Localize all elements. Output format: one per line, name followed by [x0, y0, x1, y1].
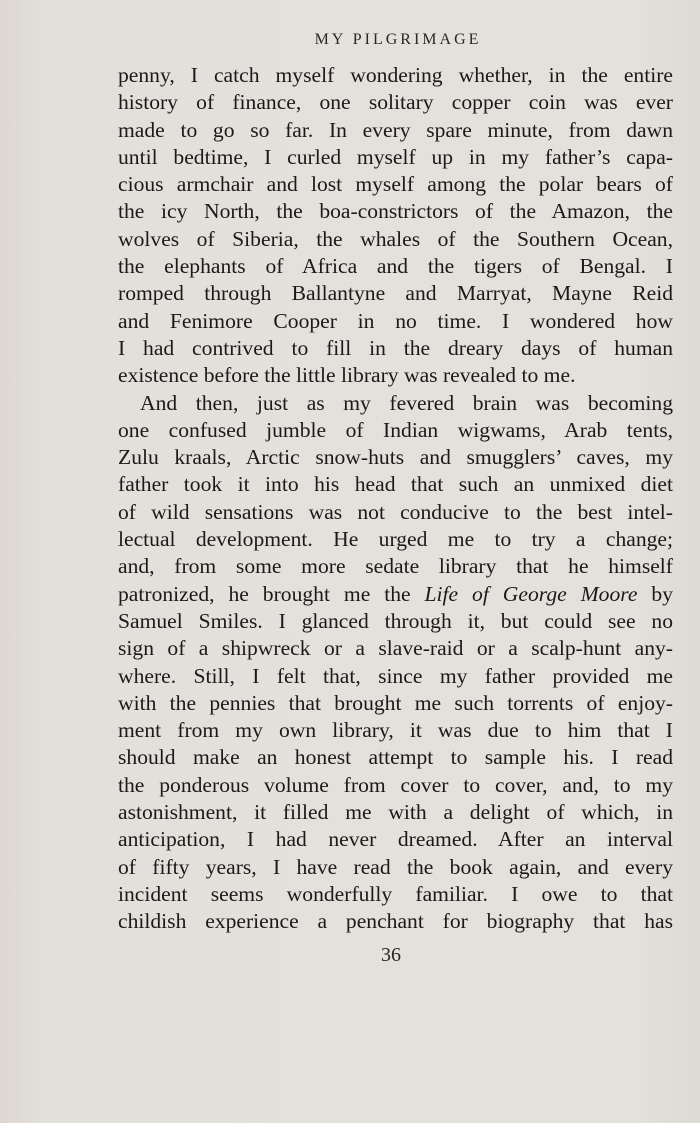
text-line: and Fenimore Cooper in no time. I wondered how	[118, 308, 673, 333]
text-line: until bedtime, I curled myself up in my father’s capa-	[118, 144, 673, 169]
text-line-with-italic-title: patronized, he brought me the Life of George Moore by	[118, 581, 673, 606]
text-line-paragraph-start: And then, just as my fevered brain was becoming	[140, 390, 673, 415]
text-line: and, from some more sedate library that he himself	[118, 554, 673, 579]
text-line: astonishment, it filled me with a delight of which, in	[118, 800, 673, 825]
text-line: existence before the little library was revealed to me.	[118, 363, 576, 388]
text-line: the icy North, the boa-constrictors of the Amazon, the	[118, 199, 673, 224]
text-line: ment from my own library, it was due to him that I	[118, 718, 673, 743]
text-line: of wild sensations was not conducive to the best intel-	[118, 499, 673, 524]
text-line: romped through Ballantyne and Marryat, Mayne Reid	[118, 281, 673, 306]
text-line: cious armchair and lost myself among the polar bears of	[118, 172, 673, 197]
text-line: one confused jumble of Indian wigwams, Arab tents,	[118, 417, 673, 442]
text-line: Samuel Smiles. I glanced through it, but could see no	[118, 608, 673, 633]
text-line: sign of a shipwreck or a slave-raid or a scalp-hunt any-	[118, 636, 673, 661]
text-line: wolves of Siberia, the whales of the Southern Ocean,	[118, 226, 673, 251]
text-line: history of finance, one solitary copper coin was ever	[118, 90, 673, 115]
text-line: I had contrived to fill in the dreary days of human	[118, 335, 673, 360]
text-line: the ponderous volume from cover to cover, and, to my	[118, 772, 673, 797]
text-line: where. Still, I felt that, since my father provided me	[118, 663, 673, 688]
text-line: should make an honest attempt to sample his. I read	[118, 745, 673, 770]
text-line: father took it into his head that such an unmixed diet	[118, 472, 673, 497]
text-line: childish experience a penchant for biography that has	[118, 909, 673, 934]
text-line: lectual development. He urged me to try a change;	[118, 527, 673, 552]
text-line: incident seems wonderfully familiar. I owe to that	[118, 881, 673, 906]
text-line: anticipation, I had never dreamed. After an interval	[118, 827, 673, 852]
running-head: MY PILGRIMAGE	[314, 31, 482, 48]
book-title-italic: Life of George Moore	[424, 581, 638, 606]
text-line: with the pennies that brought me such torrents of enjoy-	[118, 690, 673, 715]
text-line: penny, I catch myself wondering whether, in the entire	[118, 63, 673, 87]
page-number: 36	[381, 944, 401, 966]
body-text	[118, 62, 673, 936]
text-line: the elephants of Africa and the tigers of Bengal. I	[118, 254, 673, 279]
text-line: made to go so far. In every spare minute, from dawn	[118, 117, 673, 142]
text-line: of fifty years, I have read the book again, and every	[118, 854, 673, 879]
text-line: Zulu kraals, Arctic snow-huts and smugglers’ caves, my	[118, 445, 673, 470]
